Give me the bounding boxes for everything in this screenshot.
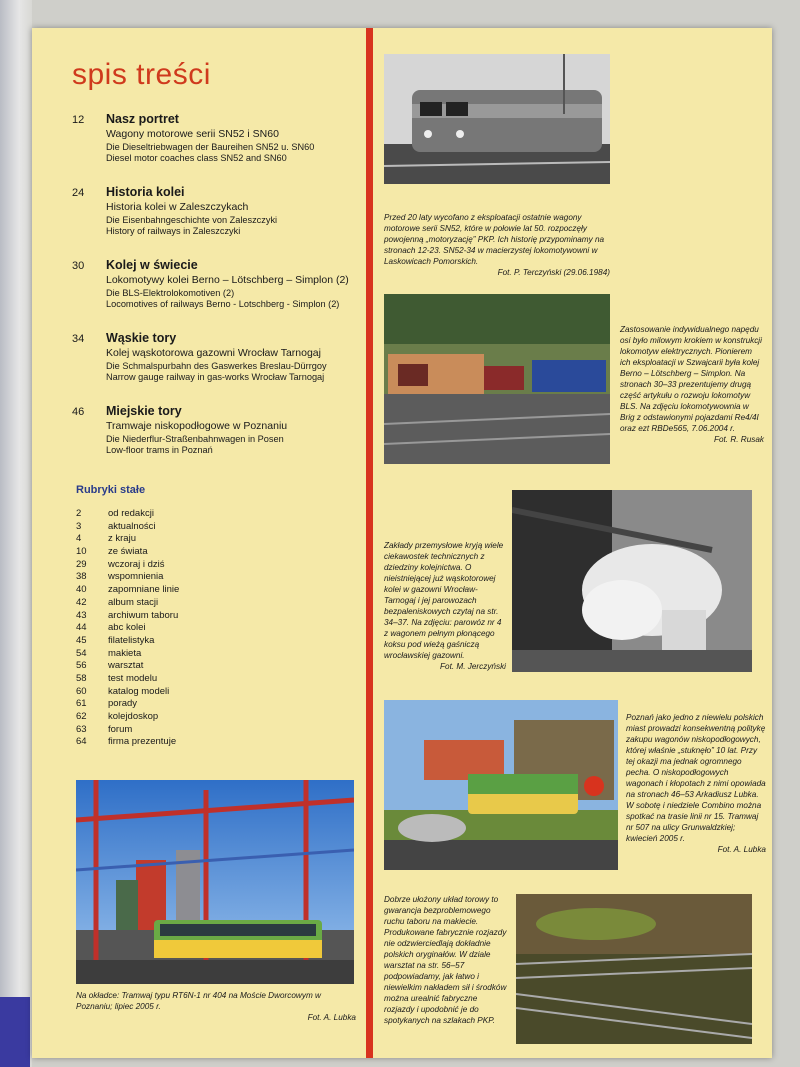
- rubryka-page: 10: [76, 546, 87, 558]
- list-item[interactable]: [76, 584, 326, 597]
- rubryka-name: warsztat: [108, 660, 144, 672]
- rubryki-list: [76, 508, 326, 749]
- rubryka-name: kolejdoskop: [108, 711, 159, 722]
- rubryka-page: 29: [76, 558, 87, 570]
- toc-title-pl: Kolej wąskotorowa gazowni Wrocław Tarnogaj: [106, 347, 321, 359]
- toc-section-title: Historia kolei: [106, 185, 185, 199]
- rubryka-page: 2: [76, 508, 82, 519]
- caption-credit: Fot. A. Lubka: [307, 1013, 356, 1022]
- list-item[interactable]: [76, 571, 326, 584]
- caption-text: Dobrze ułożony układ torowy to gwarancja bezproblemowego ruchu taboru na makiecie. Produkowane fabrycznie rozjazdy nie odzwierciedlają dokładnie polskich oryginałów. W dziale warsztat na str. 56–57 podpowiadamy, jak łatwo i niewielkim nakładem sił i środków można urealnić fabryczne rozjazdy i upodobnić je do spotykanych na szlakach PKP.: [384, 895, 507, 1025]
- list-item[interactable]: [76, 724, 326, 737]
- caption-credit: Fot. P. Terczyński (29.06.1984): [497, 268, 610, 277]
- cover-photo-tram: [76, 780, 354, 984]
- toc-title-en: Low-floor trams in Poznań: [106, 445, 213, 455]
- toc-title-de: Die Schmalspurbahn des Gaswerkes Breslau-Dürrgoy: [106, 361, 327, 371]
- toc-title-en: Diesel motor coaches class SN52 and SN60: [106, 153, 287, 163]
- rubryka-name: test modelu: [108, 672, 158, 684]
- list-item[interactable]: [76, 559, 326, 572]
- toc-title-pl: Wagony motorowe serii SN52 i SN60: [106, 128, 279, 140]
- toc-title-pl: Lokomotywy kolei Berno – Lötschberg – Simplon (2): [106, 274, 349, 286]
- toc-title-pl: Historia kolei w Zaleszczykach: [106, 201, 249, 213]
- toc-page-number: 30: [72, 260, 85, 272]
- photo-model-layout: [516, 894, 752, 1044]
- list-item[interactable]: [76, 660, 326, 673]
- rubryka-page: 62: [76, 711, 87, 722]
- toc-page-number: 24: [72, 187, 85, 199]
- table-of-contents: [72, 112, 357, 477]
- list-item[interactable]: [76, 533, 326, 546]
- photo-bls-depot: [384, 294, 610, 464]
- rubryka-page: 44: [76, 622, 87, 634]
- rubryka-page: 38: [76, 571, 87, 583]
- caption-text: Poznań jako jedno z niewielu polskich miast prowadzi konsekwentną politykę zakupu wagonów niskopodłogowych, której właśnie „stuknęło” 10 lat. Przy tej okazji ma jednak ogromnego pecha. O niskopodłogowych wagonach i kłopotach z nimi opowiada na stronach 46–53 Arkadiusz Lubka. W sobotę i niedziele Combino można spotkać na trasie linii nr 15. Tramwaj nr 507 na ulicy Grunwaldzkiej; kwiecień 2005 r.: [626, 713, 766, 843]
- toc-section-title: Kolej w świecie: [106, 258, 198, 272]
- rubryka-page: 3: [76, 520, 82, 532]
- bls-caption: [620, 324, 764, 445]
- rubryka-name: ze świata: [108, 546, 148, 558]
- toc-title-de: Die Niederflur-Straßenbahnwagen in Posen: [106, 434, 284, 444]
- list-item[interactable]: [76, 610, 326, 623]
- rubryka-name: album stacji: [108, 596, 159, 608]
- rubryka-page: 40: [76, 584, 87, 596]
- rubryka-name: forum: [108, 723, 133, 735]
- red-divider: [366, 28, 373, 1058]
- list-item[interactable]: [76, 736, 326, 749]
- toc-item[interactable]: [72, 331, 357, 383]
- rubryka-page: 56: [76, 660, 87, 672]
- toc-title-de: Die Eisenbahngeschichte von Zaleszczyki: [106, 215, 278, 225]
- poznan-caption: [626, 712, 766, 855]
- rubryka-page: 45: [76, 634, 87, 646]
- toc-title-en: Narrow gauge railway in gas-works Wrocław Tarnogaj: [106, 372, 325, 382]
- list-item[interactable]: [76, 698, 326, 711]
- rubryka-name: porady: [108, 698, 138, 710]
- toc-section-title: Nasz portret: [106, 112, 179, 126]
- cover-caption: [76, 990, 356, 1023]
- gasworks-caption: [384, 540, 506, 672]
- list-item[interactable]: [76, 686, 326, 699]
- rubryka-name: filatelistyka: [108, 634, 155, 646]
- rubryki-heading: Rubryki stałe: [76, 484, 146, 496]
- magazine-binding: [0, 0, 32, 1067]
- rubryka-page: 4: [76, 533, 82, 545]
- rubryka-name: archiwum taboru: [108, 609, 179, 621]
- rubryka-page: 43: [76, 609, 87, 621]
- list-item[interactable]: [76, 508, 326, 521]
- list-item[interactable]: [76, 546, 326, 559]
- toc-page-number: 34: [72, 333, 85, 345]
- cover-edge: [0, 997, 30, 1067]
- list-item[interactable]: [76, 597, 326, 610]
- rubryka-name: wczoraj i dziś: [108, 558, 165, 570]
- toc-title-en: Locomotives of railways Berno - Lotschberg - Simplon (2): [106, 299, 340, 309]
- photo-poznan-tram: [384, 700, 618, 870]
- rubryka-name: wspomnienia: [108, 571, 164, 583]
- toc-title-en: History of railways in Zaleszczyki: [106, 226, 241, 236]
- rubryka-name: katalog modeli: [108, 685, 170, 697]
- list-item[interactable]: [76, 673, 326, 686]
- rubryka-name: makieta: [108, 647, 142, 659]
- caption-credit: Fot. A. Lubka: [717, 845, 766, 854]
- toc-section-title: Wąskie tory: [106, 331, 177, 345]
- caption-text: Na okładce: Tramwaj typu RT6N-1 nr 404 na Moście Dworcowym w Poznaniu; lipiec 2005 r.: [76, 991, 321, 1011]
- toc-title-pl: Tramwaje niskopodłogowe w Poznaniu: [106, 420, 288, 432]
- rubryka-name: zapomniane linie: [108, 584, 180, 596]
- left-column: [32, 28, 364, 1058]
- rubryka-name: abc kolei: [108, 622, 146, 634]
- rubryka-name: z kraju: [108, 533, 136, 545]
- toc-item[interactable]: [72, 404, 357, 456]
- list-item[interactable]: [76, 622, 326, 635]
- caption-credit: Fot. R. Rusak: [713, 435, 764, 444]
- list-item[interactable]: [76, 648, 326, 661]
- caption-text: Zakłady przemysłowe kryją wiele ciekawostek technicznych z dziedziny kolejnictwa. O nieistniejącej już wąskotorowej kolei w gazowni Wrocław-Tarnogaj i jej parowozach bezpaleniskowych czytaj na str. 34–37. Na zdjęciu: parowóz nr 4 z wagonem pełnym płonącego koksu pod wieżą gaśniczą wrocławskiej gazowni.: [384, 541, 504, 660]
- list-item[interactable]: [76, 711, 326, 724]
- caption-text: Przed 20 laty wycofano z eksploatacji ostatnie wagony motorowe serii SN52, które w połowie lat 50. rozpoczęły powojenną „motoryzację” PKP. Ich historię przypominamy na stronach 12-23. SN52-34 w macierzystej lokomotywowni w Laskowicach Pomorskich.: [384, 213, 605, 266]
- rubryka-page: 61: [76, 698, 87, 710]
- rubryka-page: 54: [76, 647, 87, 659]
- caption-credit: Fot. M. Jerczyński: [440, 662, 506, 671]
- toc-item[interactable]: [72, 112, 357, 164]
- page-title: spis treści: [72, 58, 211, 91]
- caption-text: Zastosowanie indywidualnego napędu osi było milowym krokiem w konstrukcji lokomotyw elektrycznych. Pionierem ich eksploatacji w Szwajcarii była kolej Berno – Lötschberg – Simplon. Na stronach 30–33 prezentujemy drugą część artykułu o rozwoju lokomotyw BLS. Na zdjęciu lokomotywownia w Brig z odstawionymi pojazdami Re4/4I oraz ezt RBDe565, 7.06.2004 r.: [620, 325, 762, 433]
- toc-section-title: Miejskie tory: [106, 404, 182, 418]
- list-item[interactable]: [76, 521, 326, 534]
- sn52-caption: [384, 212, 610, 278]
- rubryka-name: aktualności: [108, 520, 156, 532]
- photo-gasworks: [512, 490, 752, 672]
- contents-page: [32, 28, 772, 1058]
- photo-sn52: [384, 54, 610, 184]
- rubryka-page: 60: [76, 685, 87, 697]
- toc-title-de: Die BLS-Elektrolokomotiven (2): [106, 288, 235, 298]
- rubryka-name: od redakcji: [108, 508, 154, 519]
- rubryka-name: firma prezentuje: [108, 736, 177, 748]
- rubryka-page: 58: [76, 672, 87, 684]
- list-item[interactable]: [76, 635, 326, 648]
- toc-title-de: Die Dieseltriebwagen der Baureihen SN52 u. SN60: [106, 142, 315, 152]
- toc-item[interactable]: [72, 185, 357, 237]
- rubryka-page: 42: [76, 596, 87, 608]
- toc-page-number: 46: [72, 406, 85, 418]
- model-caption: [384, 894, 510, 1026]
- toc-item[interactable]: [72, 258, 357, 310]
- rubryka-page: 63: [76, 723, 87, 735]
- rubryka-page: 64: [76, 736, 87, 748]
- toc-page-number: 12: [72, 114, 85, 126]
